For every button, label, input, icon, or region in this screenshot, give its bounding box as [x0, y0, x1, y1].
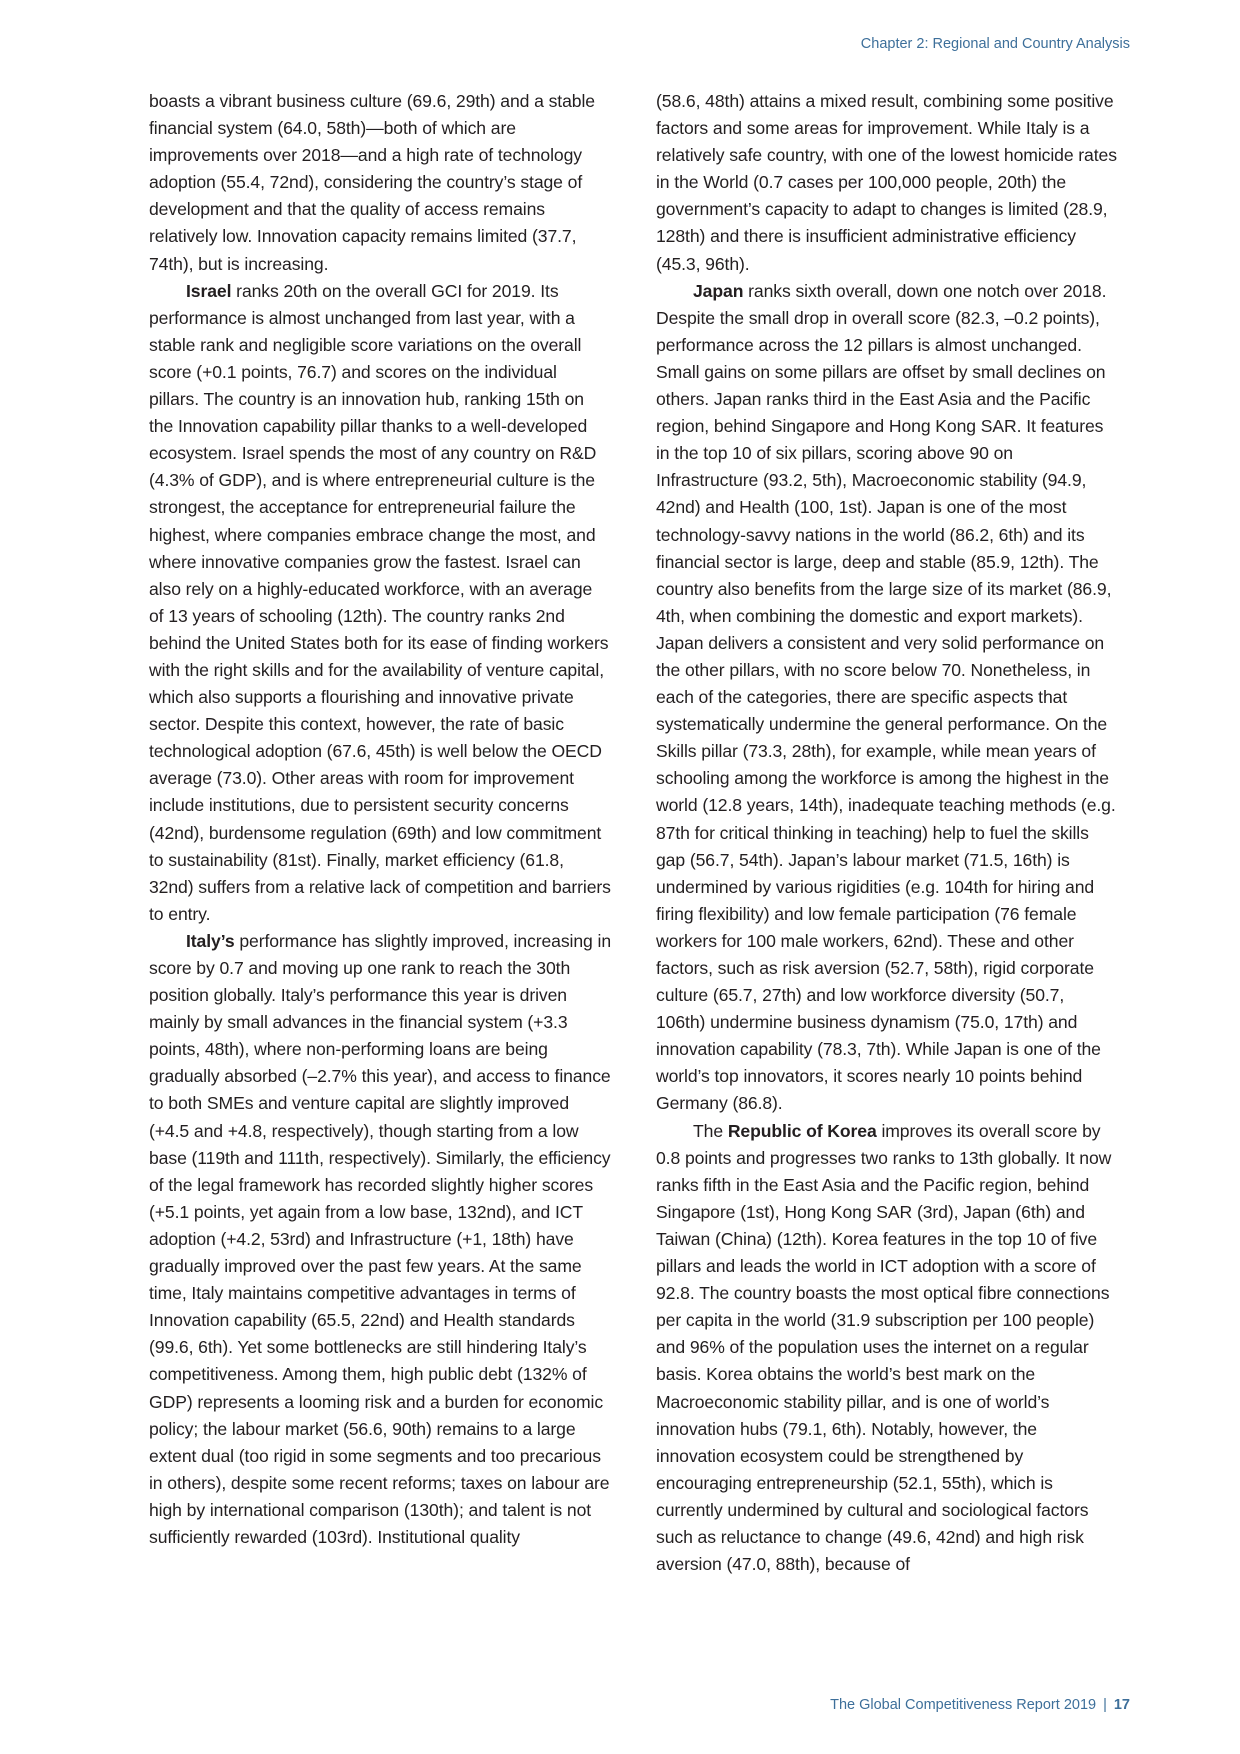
footer-separator: | [1103, 1697, 1107, 1713]
paragraph-text: improves its overall score by 0.8 points and progresses two ranks to 13th globally. It now ranks fifth in the East Asia and the Pacific region, behind Singapore (1st), Hong Kong SAR (3rd), Japan (6th) and Taiwan (China) (12th). Korea features in the top 10 of five pillars and leads the world in ICT adoption with a score of 92.8. The country boasts the most optical fibre connections per capita in the world (31.9 subscription per 100 people) and 96% of the population uses the internet on a regular basis. Korea obtains the world’s best mark on the Macroeconomic stability pillar, and is one of world’s innovation hubs (79.1, 6th). Notably, however, the innovation ecosystem could be strengthened by encouraging entrepreneurship (52.1, 55th), which is currently undermined by cultural and sociological factors such as reluctance to change (49.6, 42nd) and high risk aversion (47.0, 88th), because of [656, 1120, 1112, 1575]
page-number: 17 [1113, 1697, 1130, 1713]
country-name-italy: Italy’s [186, 930, 235, 951]
paragraph-text: ranks sixth overall, down one notch over 2018. Despite the small drop in overall score (82.3, –0.2 points), performance across the 12 pillars is almost unchanged. Small gains on some pillars are offset by small declines on others. Japan ranks third in the East Asia and the Pacific region, behind Singapore and Hong Kong SAR. It features in the top 10 of six pillars, scoring above 90 on Infrastructure (93.2, 5th), Macroeconomic stability (94.9, 42nd) and Health (100, 1st). Japan is one of the most technology-savvy nations in the world (86.2, 6th) and its financial sector is large, deep and stable (85.9, 12th). The country also benefits from the large size of its market (86.9, 4th, when combining the domestic and export markets). Japan delivers a consistent and very solid performance on the other pillars, with no score below 70. Nonetheless, in each of the categories, there are specific aspects that systematically undermine the general performance. On the Skills pillar (73.3, 28th), for example, while mean years of schooling among the workforce is among the highest in the world (12.8 years, 14th), inadequate teaching methods (e.g. 87th for critical thinking in teaching) help to fuel the skills gap (56.7, 54th). Japan’s labour market (71.5, 16th) is undermined by various rigidities (e.g. 104th for hiring and firing flexibility) and low female participation (76 female workers for 100 male workers, 62nd). These and other factors, such as risk aversion (52.7, 58th), rigid corporate culture (65.7, 27th) and low workforce diversity (50.7, 106th) undermine business dynamism (75.0, 17th) and innovation capability (78.3, 7th). While Japan is one of the world’s top innovators, it scores nearly 10 points behind Germany (86.8). [656, 280, 1116, 1114]
paragraph-italy-continuation [656, 88, 1118, 278]
paragraph-continuation [149, 88, 611, 278]
country-name-korea: Republic of Korea [727, 1120, 877, 1141]
country-name-japan: Japan [693, 280, 744, 301]
paragraph-text: boasts a vibrant business culture (69.6, 29th) and a stable financial system (64.0, 58th)—both of which are improvements over 2018—and a high rate of technology adoption (55.4, 72nd), considering the country’s stage of development and that the quality of access remains relatively low. Innovation capacity remains limited (37.7, 74th), but is increasing. [149, 91, 595, 274]
report-title: The Global Competitiveness Report 2019 [830, 1697, 1097, 1713]
paragraph-israel [149, 278, 611, 928]
paragraph-japan [656, 278, 1118, 1118]
country-name-israel: Israel [186, 280, 232, 301]
right-column [656, 88, 1118, 1578]
running-head: Chapter 2: Regional and Country Analysis [860, 36, 1130, 52]
paragraph-text-prefix: The [693, 1120, 728, 1141]
left-column [149, 88, 611, 1551]
paragraph-text: (58.6, 48th) attains a mixed result, combining some positive factors and some areas for improvement. While Italy is a relatively safe country, with one of the lowest homicide rates in the World (0.7 cases per 100,000 people, 20th) the government’s capacity to adapt to changes is limited (28.9, 128th) and there is insufficient administrative efficiency (45.3, 96th). [656, 91, 1117, 274]
paragraph-text: performance has slightly improved, increasing in score by 0.7 and moving up one rank to reach the 30th position globally. Italy’s performance this year is driven mainly by small advances in the financial system (+3.3 points, 48th), where non-performing loans are being gradually absorbed (–2.7% this year), and access to finance to both SMEs and venture capital are slightly improved (+4.5 and +4.8, respectively), though starting from a low base (119th and 111th, respectively). Similarly, the efficiency of the legal framework has recorded slightly higher scores (+5.1 points, yet again from a low base, 132nd), and ICT adoption (+4.2, 53rd) and Infrastructure (+1, 18th) have gradually improved over the past few years. At the same time, Italy maintains competitive advantages in terms of Innovation capability (65.5, 22nd) and Health standards (99.6, 6th). Yet some bottlenecks are still hindering Italy’s competitiveness. Among them, high public debt (132% of GDP) represents a looming risk and a burden for economic policy; the labour market (56.6, 90th) remains to a large extent dual (too rigid in some segments and too precarious in others), despite some recent reforms; taxes on labour are high by international comparison (130th); and talent is not sufficiently rewarded (103rd). Institutional quality [149, 930, 612, 1547]
paragraph-korea [656, 1118, 1118, 1579]
paragraph-italy [149, 928, 611, 1551]
paragraph-text: ranks 20th on the overall GCI for 2019. Its performance is almost unchanged from last year, with a stable rank and negligible score variations on the overall score (+0.1 points, 76.7) and scores on the individual pillars. The country is an innovation hub, ranking 15th on the Innovation capability pillar thanks to a well-developed ecosystem. Israel spends the most of any country on R&D (4.3% of GDP), and is where entrepreneurial culture is the strongest, the acceptance for entrepreneurial failure the highest, where companies embrace change the most, and where innovative companies grow the fastest. Israel can also rely on a highly-educated workforce, with an average of 13 years of schooling (12th). The country ranks 2nd behind the United States both for its ease of finding workers with the right skills and for the availability of venture capital, which also supports a flourishing and innovative private sector. Despite this context, however, the rate of basic technological adoption (67.6, 45th) is well below the OECD average (73.0). Other areas with room for improvement include institutions, due to persistent security concerns (42nd), burdensome regulation (69th) and low commitment to sustainability (81st). Finally, market efficiency (61.8, 32nd) suffers from a relative lack of competition and barriers to entry. [149, 280, 611, 924]
page-footer [830, 1697, 1130, 1713]
